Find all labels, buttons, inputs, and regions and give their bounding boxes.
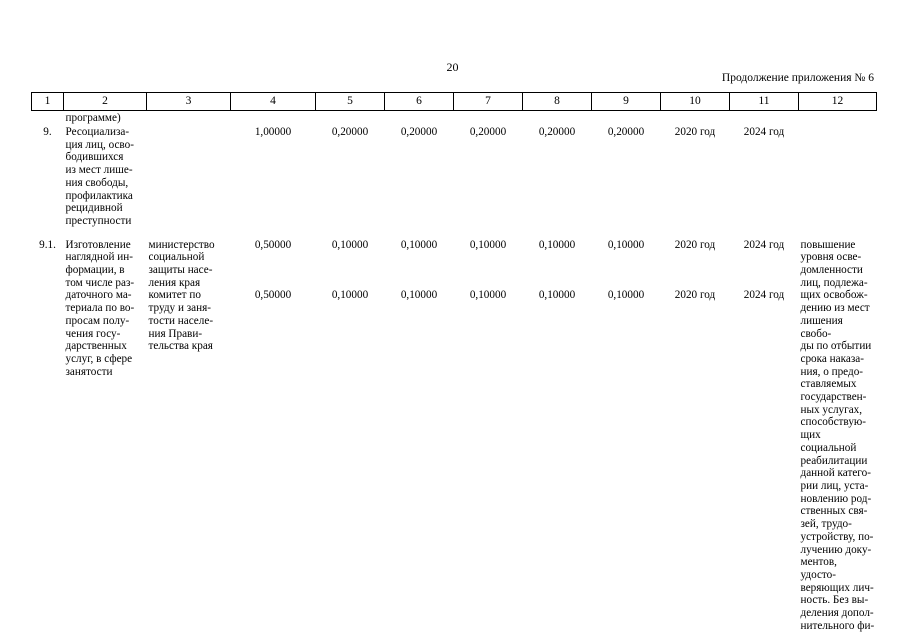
text-line: зей, трудо- (800, 518, 852, 531)
year-value: 0,20000 (469, 126, 507, 138)
executor-name (147, 289, 231, 632)
text-line: способствую- (800, 416, 867, 429)
text-line: наглядной ин- (65, 251, 133, 264)
text-line: ственных свя- (800, 505, 868, 518)
text-line: бодившихся (65, 151, 124, 164)
total-value: 1,00000 (254, 126, 292, 138)
row-number: 9.1. (39, 238, 56, 251)
header-cell: 3 (147, 93, 231, 111)
text-line: щих социальной (800, 429, 857, 454)
year-value: 0,10000 (538, 238, 576, 251)
text-line: просам полу- (65, 314, 130, 327)
text-line: Изготовление (65, 238, 131, 251)
year-value: 0,10000 (400, 289, 438, 302)
measure-name (64, 239, 147, 633)
text-line: государствен- (800, 391, 867, 404)
text-line: защиты насе- (148, 264, 213, 277)
year-value: 0,10000 (331, 238, 369, 251)
header-cell: 10 (661, 93, 730, 111)
text-line: ния свободы, (65, 176, 129, 189)
text-line: из мест лише- (65, 164, 133, 177)
text-line: ставляемых (800, 378, 857, 391)
text-line: труду и заня- (148, 302, 211, 315)
executor-cell (147, 126, 231, 228)
header-cell: 4 (231, 93, 316, 111)
text-line: ция лиц, осво- (65, 138, 134, 151)
text-line: том числе раз- (65, 276, 135, 289)
year-value: 0,10000 (469, 289, 507, 302)
text-line: ления края (148, 276, 201, 289)
text-line: веряющих лич- (800, 581, 874, 594)
page-number: 20 (446, 60, 459, 74)
result-cell (799, 239, 877, 633)
start-year: 2020 год (674, 126, 716, 138)
total-value: 0,50000 (254, 238, 292, 251)
text-line: министерство (148, 238, 215, 251)
table-row-9 (32, 126, 877, 228)
text-line: профилактика (65, 189, 133, 202)
start-year: 2020 год (674, 238, 716, 251)
end-year: 2024 год (743, 289, 785, 302)
year-value: 0,20000 (607, 126, 645, 138)
measure-name (64, 126, 147, 228)
text-line: социальной (148, 251, 205, 264)
year-value: 0,10000 (400, 238, 438, 251)
executor-name (147, 239, 231, 290)
header-cell: 1 (32, 93, 64, 111)
year-value: 0,10000 (331, 289, 369, 302)
text-line: новлению род- (800, 492, 872, 505)
text-line: териала по во- (65, 302, 135, 315)
text-line: ния Прави- (148, 327, 203, 340)
text-line: ния, о предо- (800, 365, 864, 378)
text-line: формации, в (65, 264, 125, 277)
year-value: 0,20000 (538, 126, 576, 138)
text-line: даточного ма- (65, 289, 132, 302)
result-cell (799, 126, 877, 228)
text-line: тости населе- (148, 314, 214, 327)
text-line: домленности (800, 264, 863, 277)
text-line: лишения свобо- (800, 314, 843, 340)
text-line: щих освобож- (800, 289, 868, 302)
start-year: 2020 год (674, 289, 716, 302)
text-line: ментов, удосто- (800, 556, 837, 581)
year-value: 0,10000 (607, 238, 645, 251)
table-row-9-1 (32, 239, 877, 290)
end-year: 2024 год (743, 126, 785, 138)
text-line: повышение (800, 238, 856, 251)
text-line: лиц, подлежа- (800, 276, 868, 289)
text-line: рецидивной (65, 202, 123, 215)
header-cell: 5 (316, 93, 385, 111)
text-line: рии лиц, уста- (800, 479, 869, 492)
header-cell: 8 (523, 93, 592, 111)
text-line: срока наказа- (800, 352, 864, 365)
table-row-9-1-executor-2 (32, 289, 877, 632)
header-cell: 7 (454, 93, 523, 111)
header-cell: 2 (64, 93, 147, 111)
text-line: уровня осве- (800, 251, 862, 264)
year-value: 0,10000 (607, 289, 645, 302)
text-line: реабилитации (800, 454, 868, 467)
continuation-row (32, 111, 877, 127)
text-line: деления допол- (800, 607, 874, 620)
text-line: устройству, по- (800, 530, 874, 543)
year-value: 0,10000 (538, 289, 576, 302)
header-cell: 11 (730, 93, 799, 111)
header-cell: 9 (592, 93, 661, 111)
text-line: Ресоциализа- (65, 126, 130, 138)
text-line: услуг, в сфере (65, 352, 133, 365)
text-line: лучению доку- (800, 543, 872, 556)
appendix-note: Продолжение приложения № 6 (721, 72, 874, 84)
text-line: ность. Без вы- (800, 594, 869, 607)
total-value: 0,50000 (254, 289, 292, 302)
end-year: 2024 год (743, 238, 785, 251)
year-value: 0,20000 (331, 126, 369, 138)
text-line: ды по отбытии (800, 340, 872, 353)
text-line: дарственных (65, 340, 127, 353)
text-line: комитет по (148, 289, 201, 302)
text-line: преступности (65, 214, 132, 227)
table-header-row (32, 93, 877, 111)
appendix-table (31, 92, 877, 632)
header-cell: 12 (799, 93, 877, 111)
text-line: тельства края (148, 340, 213, 353)
year-value: 0,10000 (469, 238, 507, 251)
text-line: занятости (65, 365, 113, 378)
text-line: данной катего- (800, 467, 871, 480)
text-line: чения госу- (65, 327, 121, 340)
year-value: 0,20000 (400, 126, 438, 138)
text-line: дению из мест (800, 302, 870, 315)
row-number: 9. (43, 126, 52, 138)
text-line: нительного фи- (800, 619, 875, 632)
header-cell: 6 (385, 93, 454, 111)
text-line: ных услугах, (800, 403, 863, 416)
continuation-text: программе) (65, 112, 121, 124)
